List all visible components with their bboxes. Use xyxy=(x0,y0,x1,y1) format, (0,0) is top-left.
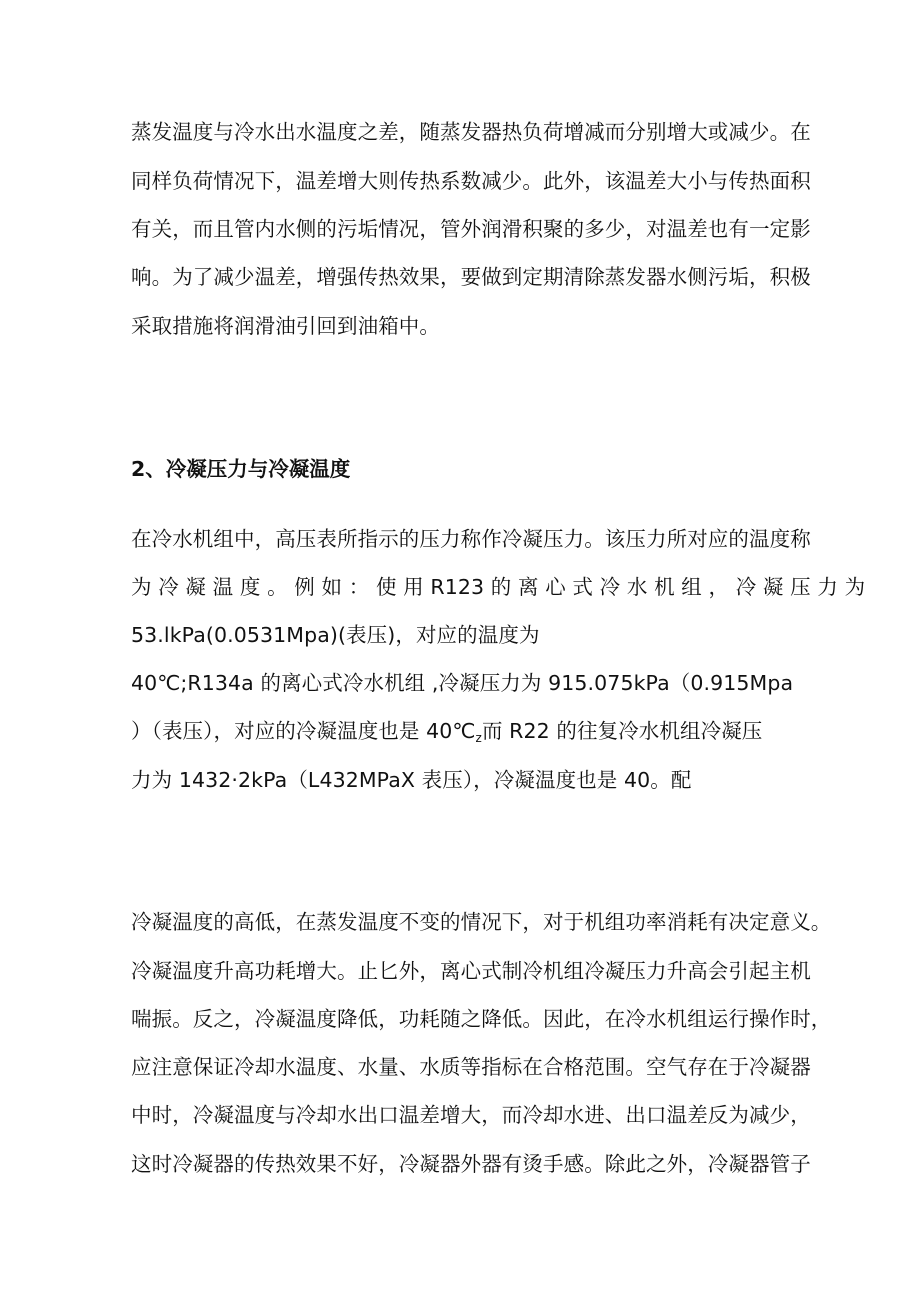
paragraph2-line-2: 为 冷 凝 温 度 。 例 如 ： 使 用 R123 的 离 心 式 冷 水 机 组 ， 冷 凝 压 力 为 xyxy=(131,575,866,599)
paragraph1-line-3: 有关，而且管内水侧的污垢情况，管外润滑积聚的多少，对温差也有一定影 xyxy=(131,217,811,241)
paragraph3-line-6: 这时冷凝器的传热效果不好，冷凝器外器有烫手感。除此之外，冷凝器管子 xyxy=(131,1152,811,1176)
paragraph3-line-4: 应注意保证冷却水温度、水量、水质等指标在合格范围。空气存在于冷凝器 xyxy=(131,1055,811,1079)
paragraph2-line-5 xyxy=(131,717,762,752)
paragraph3-line-3: 喘振。反之，冷凝温度降低，功耗随之降低。因此，在冷水机组运行操作时， xyxy=(131,1007,832,1031)
paragraph3-line-1: 冷凝温度的高低，在蒸发温度不变的情况下，对于机组功率消耗有决定意义。 xyxy=(131,910,832,934)
section-heading: 2、冷凝压力与冷凝温度 xyxy=(131,457,351,481)
paragraph1-line-5: 采取措施将润滑油引回到油箱中。 xyxy=(131,314,440,338)
paragraph2-line-5-tail: 而 R22 的往复冷水机组冷凝压 xyxy=(481,719,763,743)
paragraph2-line-6: 力为 1432·2kPa（L432MPaX 表压），冷凝温度也是 40。配 xyxy=(131,768,692,792)
paragraph1-line-2: 同样负荷情况下，温差增大则传热系数减少。此外，该温差大小与传热面积 xyxy=(131,169,811,193)
paragraph2-line-1: 在冷水机组中，高压表所指示的压力称作冷凝压力。该压力所对应的温度称 xyxy=(131,527,811,551)
paragraph1-line-4: 响。为了减少温差，增强传热效果，要做到定期清除蒸发器水侧污垢，积极 xyxy=(131,265,811,289)
paragraph3-line-2: 冷凝温度升高功耗增大。止匕外，离心式制冷机组冷凝压力升高会引起主机 xyxy=(131,959,811,983)
paragraph2-line-4: 40℃;R134a 的离心式冷水机组 ,冷凝压力为 915.075kPa（0.915Mpa xyxy=(131,671,794,695)
paragraph2-line-3: 53.lkPa(0.0531Mpa)(表压)，对应的温度为 xyxy=(131,623,540,647)
subscript-z: z xyxy=(475,731,482,745)
paragraph2-line-5-text: ）（表压），对应的冷凝温度也是 40℃ xyxy=(131,719,476,743)
paragraph3-line-5: 中时，冷凝温度与冷却水出口温差增大，而冷却水进、出口温差反为减少， xyxy=(131,1103,811,1127)
paragraph1-line-1: 蒸发温度与冷水出水温度之差，随蒸发器热负荷增减而分别增大或减少。在 xyxy=(131,120,811,144)
